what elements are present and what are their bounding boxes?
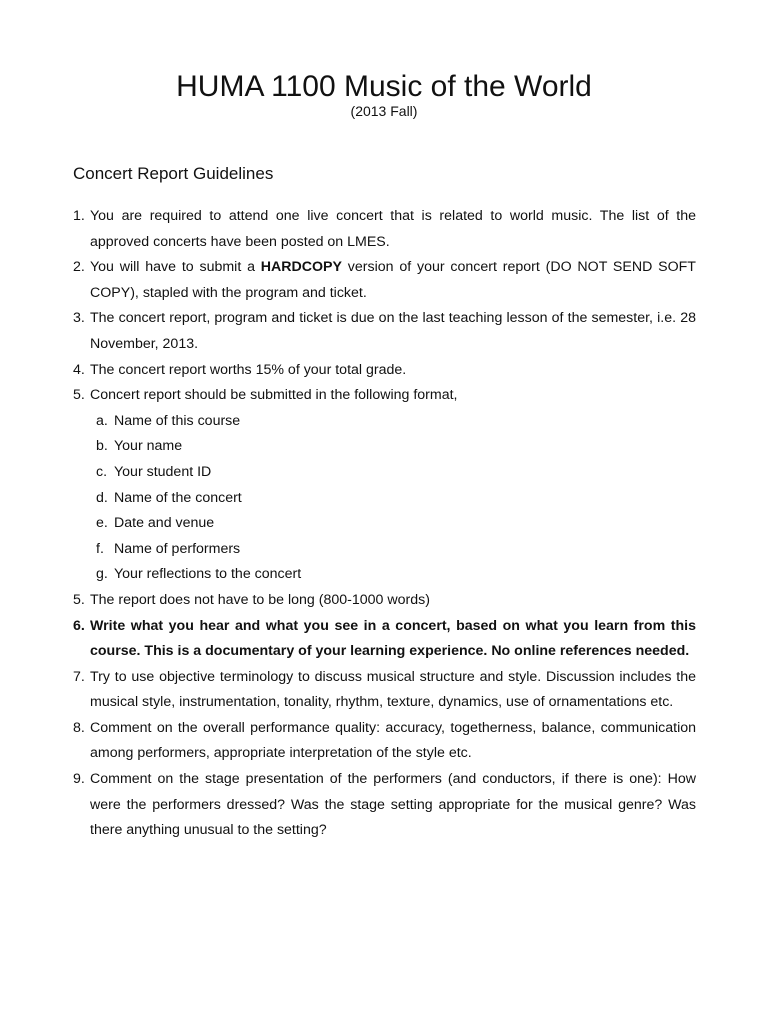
sub-item-text: Name of performers xyxy=(114,540,241,557)
item-text: The concert report worths 15% of your total grade. xyxy=(90,361,407,378)
item-text: Write what you hear and what you see in a concert, based on what you learn from this course. This is a documentary of your learning experience. No online references needed. xyxy=(90,617,696,660)
sub-item-letter: e. xyxy=(96,515,108,532)
item-text: Concert report should be submitted in the following format, xyxy=(90,387,458,404)
item-number: 3. xyxy=(73,310,85,327)
item-number: 1. xyxy=(73,208,85,224)
list-item xyxy=(73,358,696,384)
sub-item-text: Date and venue xyxy=(114,515,215,532)
item-text-before: You will have to submit a xyxy=(90,259,261,276)
item-number: 5. xyxy=(73,387,85,404)
sub-item-letter: g. xyxy=(96,566,108,583)
list-item xyxy=(73,306,696,357)
list-item-emphasized xyxy=(73,614,696,665)
sub-list-item xyxy=(73,511,696,537)
list-item xyxy=(73,588,696,614)
item-number: 6. xyxy=(73,617,85,634)
item-number: 9. xyxy=(73,771,85,788)
list-item xyxy=(73,665,696,716)
item-text: Comment on the overall performance quality: accuracy, togetherness, balance, communication among performers, appropriate interpretation of the style etc. xyxy=(90,719,696,762)
sub-list-item xyxy=(73,486,696,512)
list-item xyxy=(73,716,696,767)
item-number: 8. xyxy=(73,719,85,736)
sub-list-item xyxy=(73,562,696,588)
item-number: 4. xyxy=(73,361,85,378)
sub-item-text: Your name xyxy=(114,438,183,455)
item-text: The concert report, program and ticket is due on the last teaching lesson of the semester, i.e. 28 November, 2013. xyxy=(90,310,696,352)
list-item xyxy=(73,204,696,255)
item-number: 5. xyxy=(73,591,85,608)
item-text: You are required to attend one live concert that is related to world music. The list of the approved concerts have been posted on LMES. xyxy=(90,208,696,250)
item-text: Try to use objective terminology to discuss musical structure and style. Discussion includes the musical style, instrumentation, tonality, rhythm, texture, dynamics, use of ornamentations etc. xyxy=(90,668,696,711)
list-item xyxy=(73,767,696,844)
item-number: 7. xyxy=(73,668,85,685)
sub-item-letter: d. xyxy=(96,489,108,506)
sub-item-text: Your student ID xyxy=(114,463,212,480)
sub-list-item xyxy=(73,434,696,460)
sub-item-text: Your reflections to the concert xyxy=(114,566,302,583)
sub-list-item xyxy=(73,409,696,435)
item-number: 2. xyxy=(73,259,85,276)
item-text: Comment on the stage presentation of the performers (and conductors, if there is one): How were the performers dressed? Was the stage setting appropriate for the musical genre? Was there anything unusual to the setting? xyxy=(90,771,696,839)
sub-list-item xyxy=(73,537,696,563)
section-heading: Concert Report Guidelines xyxy=(73,164,274,183)
item-text-after: version of your concert report (DO NOT SEND SOFT COPY), stapled with the program and ticket. xyxy=(90,259,696,301)
item-text xyxy=(90,259,696,301)
sub-item-text: Name of the concert xyxy=(114,489,242,506)
sub-item-text: Name of this course xyxy=(114,412,241,429)
guidelines-list xyxy=(73,204,696,844)
sub-item-letter: a. xyxy=(96,412,108,429)
sub-item-letter: b. xyxy=(96,438,108,455)
list-item xyxy=(73,255,696,306)
sub-list-item xyxy=(73,460,696,486)
item-text-bold: HARDCOPY xyxy=(260,259,342,276)
page-title: HUMA 1100 Music of the World xyxy=(176,70,592,103)
sub-item-letter: f. xyxy=(96,540,104,557)
sub-item-letter: c. xyxy=(96,463,108,480)
list-item xyxy=(73,383,696,409)
item-text: The report does not have to be long (800-1000 words) xyxy=(90,591,430,608)
page-subtitle: (2013 Fall) xyxy=(350,103,418,119)
